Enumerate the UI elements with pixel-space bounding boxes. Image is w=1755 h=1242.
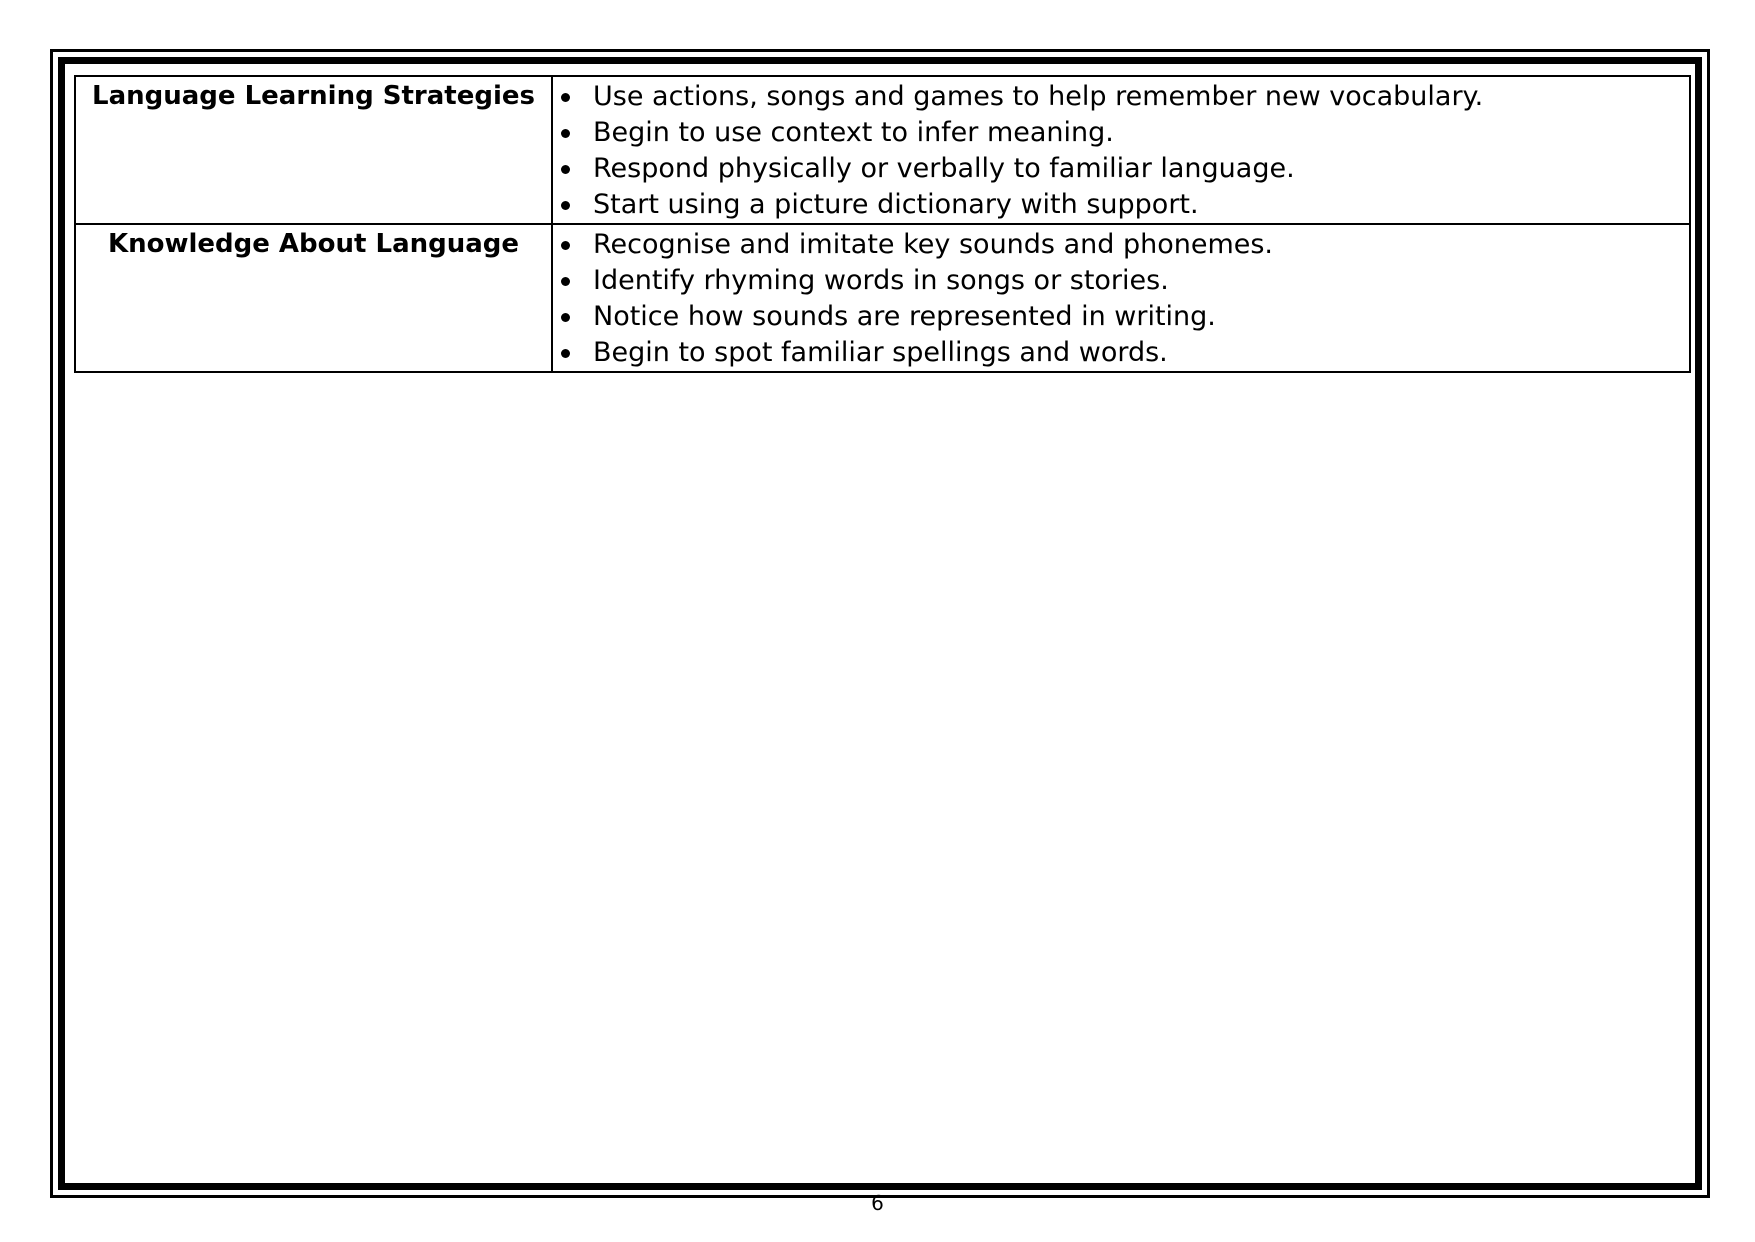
row-title-knowledge-about-language: Knowledge About Language (75, 224, 552, 372)
bullet-icon (561, 277, 570, 286)
curriculum-table (74, 75, 1691, 373)
bullet-cell (552, 76, 1690, 224)
bullet-list (553, 225, 1689, 371)
list-item (553, 299, 1689, 335)
list-item (553, 335, 1689, 371)
list-item-text: Start using a picture dictionary with support. (593, 189, 1199, 220)
list-item (553, 263, 1689, 299)
bullet-icon (561, 241, 570, 250)
list-item-text: Begin to spot familiar spellings and words. (593, 337, 1168, 368)
list-item-text: Begin to use context to infer meaning. (593, 117, 1114, 148)
list-item-text: Use actions, songs and games to help remember new vocabulary. (593, 81, 1484, 112)
list-item-text: Respond physically or verbally to familiar language. (593, 153, 1295, 184)
list-item (553, 79, 1689, 115)
list-item (553, 151, 1689, 187)
table-row-knowledge-about-language (75, 224, 1690, 372)
list-item-text: Recognise and imitate key sounds and phonemes. (593, 229, 1274, 260)
bullet-list (553, 77, 1689, 223)
table-row-language-learning-strategies (75, 76, 1690, 224)
bullet-icon (561, 93, 570, 102)
bullet-icon (561, 349, 570, 358)
list-item-text: Notice how sounds are represented in writing. (593, 301, 1216, 332)
list-item (553, 187, 1689, 223)
list-item (553, 227, 1689, 263)
bullet-cell (552, 224, 1690, 372)
bullet-icon (561, 313, 570, 322)
row-title-language-learning-strategies: Language Learning Strategies (75, 76, 552, 224)
list-item-text: Identify rhyming words in songs or stories. (593, 265, 1169, 296)
bullet-icon (561, 165, 570, 174)
page-number: 6 (871, 1191, 884, 1215)
list-item (553, 115, 1689, 151)
bullet-icon (561, 129, 570, 138)
bullet-icon (561, 201, 570, 210)
